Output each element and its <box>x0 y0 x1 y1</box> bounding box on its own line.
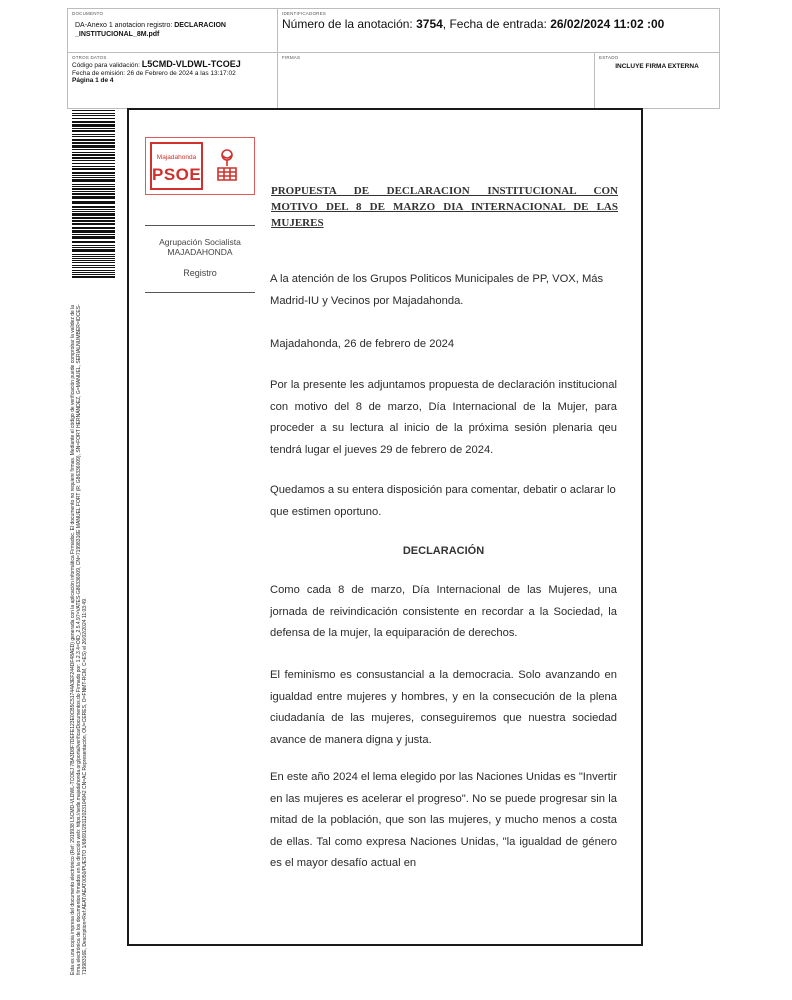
barcode <box>72 110 115 278</box>
barcode-bar <box>72 227 115 229</box>
title-line-2: MOTIVO DEL 8 DE MARZO DIA INTERNACIONAL DE LAS <box>271 201 618 213</box>
anotacion-mid: , Fecha de entrada: <box>442 17 551 31</box>
estado-value: INCLUYE FIRMA EXTERNA <box>615 63 699 70</box>
agrupacion <box>145 237 255 257</box>
barcode-bar <box>72 247 115 248</box>
identificadores-cell <box>277 9 719 52</box>
barcode-bar <box>72 110 115 111</box>
barcode-bar <box>72 211 115 212</box>
barcode-bar <box>72 220 115 222</box>
barcode-bar <box>72 166 115 167</box>
anotacion-text <box>282 17 715 31</box>
barcode-bar <box>72 274 115 275</box>
otros-datos-cell <box>68 53 277 108</box>
barcode-bar <box>72 154 115 156</box>
barcode-bar <box>72 115 115 116</box>
document-header <box>67 8 720 109</box>
barcode-bar <box>72 249 115 252</box>
barcode-bar <box>72 186 115 187</box>
barcode-bar <box>72 201 115 204</box>
documento-name <box>72 21 273 39</box>
paragraph-1: Por la presente les adjuntamos propuesta de declaración institucional con motivo del 8 de marzo, Día Internacional de la Mujer, para proceder a su lectura al inicio de la próxima sesión plenaria qeu tendrá lugar el jueves 29 de febrero de 2024. <box>270 379 617 456</box>
validacion-pre: Código para validación: <box>72 62 142 69</box>
barcode-bar <box>72 175 115 176</box>
attention-paragraph: A la atención de los Grupos Politicos Municipales de PP, VOX, Más Madrid-IU y Vecinos por Majadahonda. <box>270 273 604 307</box>
barcode-bar <box>72 163 115 164</box>
pagina-line: Página 1 de 4 <box>72 77 114 84</box>
logo-box <box>150 142 203 190</box>
barcode-bar <box>72 256 115 257</box>
barcode-bar <box>72 172 115 174</box>
barcode-bar <box>72 160 115 161</box>
barcode-bar <box>72 177 115 178</box>
agrupacion-line2: MAJADAHONDA <box>167 247 233 257</box>
barcode-bar <box>72 260 115 261</box>
agrupacion-line1: Agrupación Socialista <box>159 237 241 247</box>
barcode-bar <box>72 168 115 170</box>
paragraph-2: Quedamos a su entera disposición para comentar, debatir o aclarar lo que estimen oportuno. <box>270 484 616 518</box>
left-divider-top <box>145 225 255 226</box>
barcode-bar <box>72 245 115 246</box>
logo-city: Majadahonda <box>156 154 197 161</box>
documento-cell <box>68 9 277 52</box>
barcode-bar <box>72 184 115 185</box>
barcode-bar <box>72 234 115 235</box>
estado-label: ESTADO <box>599 55 619 60</box>
title-line-1: PROPUESTA DE DECLARACION INSTITUCIONAL CON <box>271 185 618 197</box>
declaracion-heading: DECLARACIÓN <box>402 545 485 557</box>
barcode-bar <box>72 270 115 271</box>
barcode-bar <box>72 196 115 199</box>
documento-label: DOCUMENTO <box>72 11 104 16</box>
psoe-logo <box>145 137 255 195</box>
barcode-bar <box>72 139 115 141</box>
document-title <box>271 183 618 231</box>
barcode-bar <box>72 206 115 208</box>
barcode-bar <box>72 193 115 195</box>
left-divider-bottom <box>145 292 255 293</box>
barcode-bar <box>72 267 115 268</box>
barcode-bar <box>72 213 115 216</box>
barcode-bar <box>72 209 115 210</box>
otros-datos-label: OTROS DATOS <box>72 55 107 60</box>
validacion-code: L5CMD-VLDWL-TCOEJ <box>141 59 241 69</box>
anotacion-pre: Número de la anotación: <box>282 17 417 31</box>
barcode-bar <box>72 128 115 129</box>
emision-line: Fecha de emisión: 26 de Febrero de 2024 a las 13:17:02 <box>72 69 236 77</box>
barcode-bar <box>72 157 115 159</box>
barcode-bar <box>72 145 115 148</box>
barcode-bar <box>72 130 115 132</box>
barcode-bar <box>72 272 115 273</box>
barcode-bar <box>72 118 115 119</box>
documento-prefix: DA-Anexo 1 anotacion registro: <box>75 22 175 29</box>
barcode-bar <box>72 236 115 239</box>
documento-filename: DECLARACION _INSTITUCIONAL_8M.pdf <box>75 22 226 38</box>
barcode-bar <box>72 124 115 127</box>
barcode-bar <box>72 258 115 259</box>
barcode-bar <box>72 188 115 190</box>
barcode-bar <box>72 179 115 182</box>
title-line-3: MUJERES <box>271 217 324 229</box>
barcode-bar <box>72 134 115 135</box>
paragraph-3: Como cada 8 de marzo, Día Internacional de las Mujeres, una jornada de reivindicación consistente en recordar a la Sociedad, la defensa de la mujer, la equiparación de derechos. <box>270 584 617 639</box>
barcode-bar <box>72 191 115 192</box>
barcode-bar <box>72 152 115 153</box>
estado-cell <box>594 53 719 108</box>
paragraph-5: En este año 2024 el lema elegido por las Naciones Unidas es "Invertir en las mujeres es acelerar el progreso". No se puede progresar sin la mitad de la población, que son las mujeres, y mucho menos a costa de ellas. Tal como expresa Naciones Unidas, "la igualdad de género es el mayor desafío actual en <box>270 771 617 869</box>
paragraph-4: El feminismo es consustancial a la democracia. Solo avanzando en igualdad entre mujeres y hombres, y en la consecución de la plena ciudadanía de las mujeres, conseguiremos que nuestra sociedad avance de manera digna y justa. <box>270 669 617 746</box>
side-verification-text: Esta es una copia impresa del documento electrónico (Ref: 2919938 L5CMD-VLDWL-TCOEJ 7BA3D8F7DEFE123E0CB5C51744A3EF244DF48AED) generada con la aplicación informática Firmadoc. El documento no requiere firmas. Mediante el código de verificación puede comprobar la validez de la firma electrónica de los documentos firmados en la dirección web: https://sede.majadahonda.org/portal/verificarDocumentos.do Firmado por: 1.2.3.4=OID_2.5.4.97=VATES-G86336009, CN=71998316E MANUEL FORT (R: G86336009), SN=FORT HERNÁNDEZ, G=MANUEL, SERIALNUMBER=IDCES-71998316E, Description=Ref:AEAT/AEAT0050/PUESTO 1/68691/28112023104942 CN=AC Representación, OU=CERES, O=FNMT-RCM, C=ES) el 26/02/2024 11:03:49. <box>70 304 89 975</box>
barcode-bar <box>72 254 115 255</box>
barcode-bar <box>72 276 115 278</box>
anotacion-num: 3754 <box>416 17 443 31</box>
barcode-bar <box>72 230 115 233</box>
firmas-cell <box>277 53 594 108</box>
barcode-bar <box>72 265 115 266</box>
barcode-bar <box>72 121 115 123</box>
validacion-line <box>72 61 273 70</box>
logo-brand: PSOE <box>152 165 202 184</box>
barcode-bar <box>72 113 115 114</box>
identificadores-label: IDENTIFICADORES <box>282 11 327 16</box>
barcode-bar <box>72 149 115 150</box>
anotacion-date: 26/02/2024 11:02 :00 <box>550 17 665 31</box>
registro-label: Registro <box>183 268 217 278</box>
barcode-bar <box>72 262 115 263</box>
barcode-bar <box>72 241 115 243</box>
firmas-label: FIRMAS <box>282 55 301 60</box>
barcode-bar <box>72 136 115 137</box>
barcode-bar <box>72 142 115 144</box>
date-line: Majadahonda, 26 de febrero de 2024 <box>270 338 455 350</box>
side-verification <box>70 300 96 975</box>
barcode-bar <box>72 217 115 219</box>
rose-fist-icon <box>214 148 240 186</box>
barcode-bar <box>72 223 115 225</box>
